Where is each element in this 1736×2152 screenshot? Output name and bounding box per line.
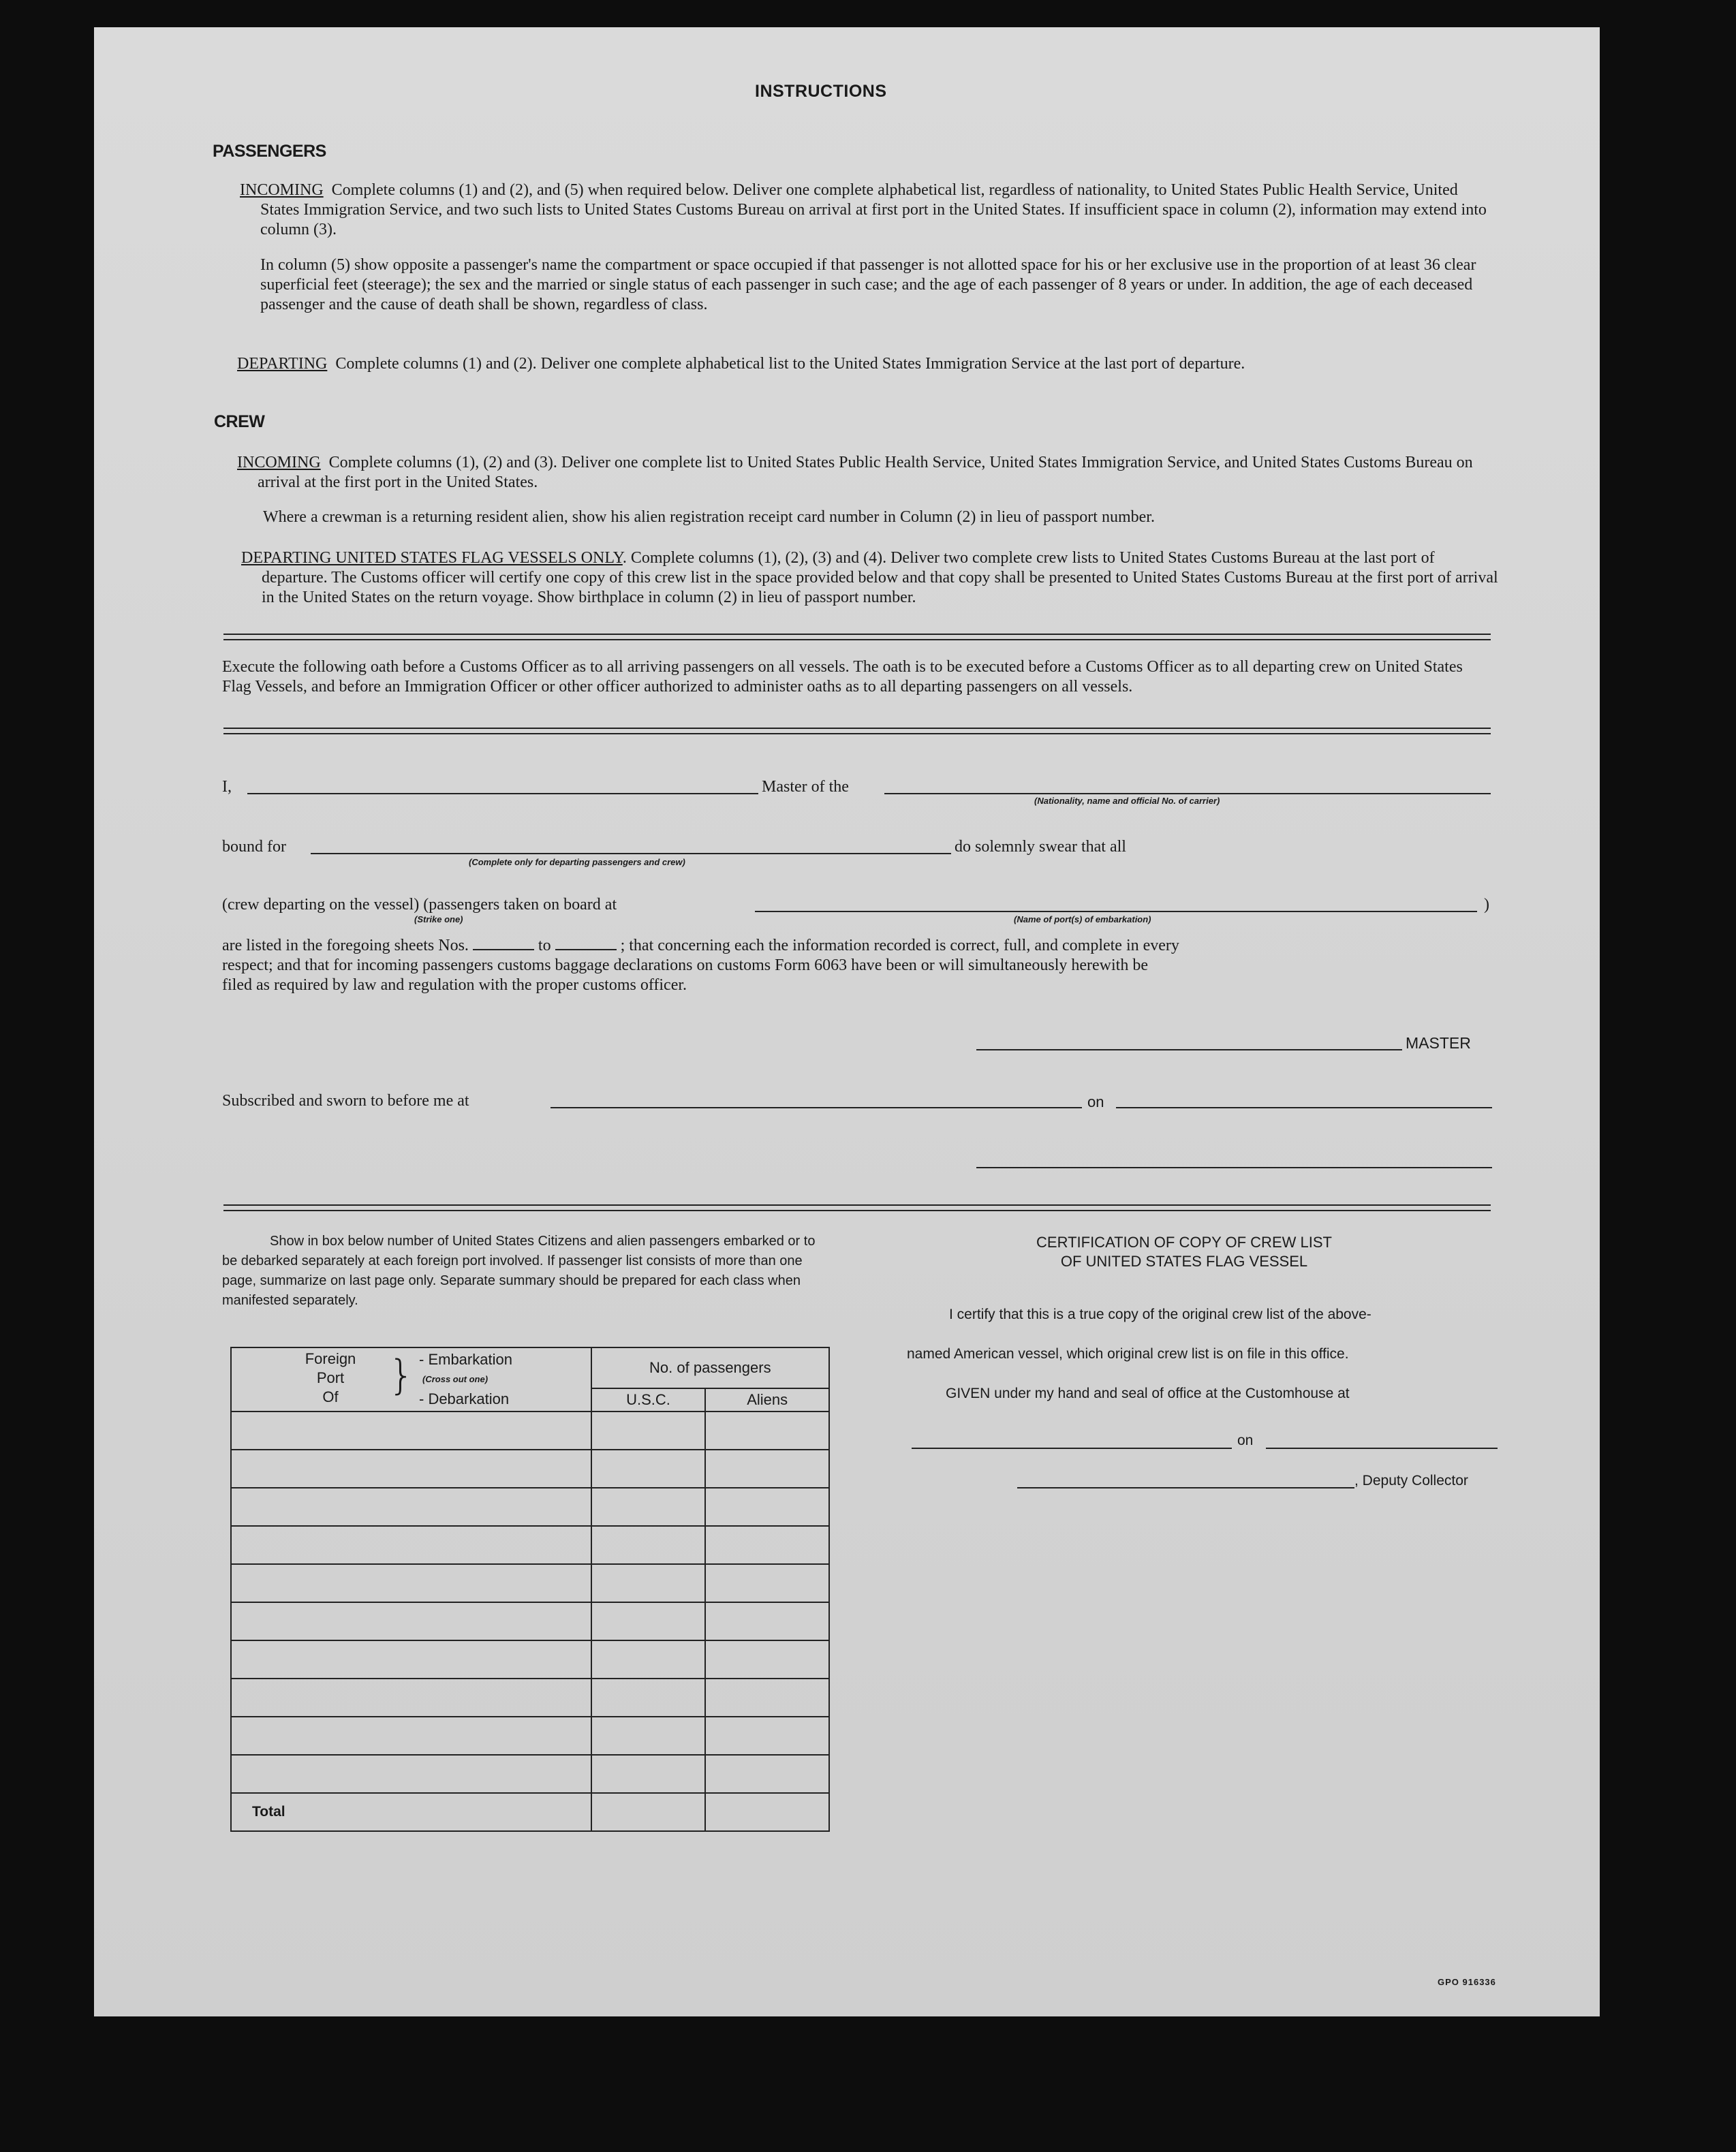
crew-departing-text: (crew departing on the vessel) (passengers taken on board at: [222, 896, 617, 914]
master-of-the-label: Master of the: [762, 778, 849, 796]
port-cell[interactable]: [231, 1488, 591, 1526]
passengers-column5-paragraph: In column (5) show opposite a passenger's name the compartment or space occupied if that passenger is not allotted space for his or her exclusive use in the proportion of at least 36 clear superficial feet (steerage); the sex and the married or single status of each passenger in such case; and the age of each passenger of 8 years or under. In addition, the age of each deceased passenger and the cause of death shall be shown, regardless of class.: [260, 256, 1476, 313]
passenger-summary-table: [230, 1347, 830, 1832]
embarkation-label: - Embarkation: [419, 1351, 512, 1368]
table-row: [231, 1640, 829, 1679]
port-label: Port: [316, 1369, 345, 1386]
sheets-label: are listed in the foregoing sheets Nos.: [222, 937, 469, 954]
page-title: INSTRUCTIONS: [755, 82, 887, 101]
officer-signature-field[interactable]: [976, 1167, 1492, 1168]
table-row: [231, 1450, 829, 1488]
passengers-heading: PASSENGERS: [213, 142, 326, 161]
table-row: [231, 1412, 829, 1450]
table-row: [231, 1717, 829, 1755]
aliens-cell[interactable]: [705, 1526, 829, 1564]
crew-departing-lead: DEPARTING UNITED STATES FLAG VESSELS ONLY: [241, 549, 623, 567]
cross-out-caption: (Cross out one): [422, 1374, 489, 1384]
sheets-to-field[interactable]: [555, 937, 617, 950]
usc-cell[interactable]: [591, 1564, 706, 1602]
sheets-line: [222, 937, 1179, 955]
crew-incoming-text: Complete columns (1), (2) and (3). Deliver one complete list to United States Public Health Service, United States Immigration Service, and United States Customs Bureau on arrival at the first port in the United States.: [258, 454, 1473, 491]
crew-incoming-lead: INCOMING: [237, 454, 321, 471]
brace-icon: }: [388, 1352, 415, 1399]
aliens-cell[interactable]: [705, 1412, 829, 1450]
usc-cell[interactable]: [591, 1640, 706, 1679]
certification-heading-line-1: CERTIFICATION OF COPY OF CREW LIST: [1036, 1234, 1332, 1251]
port-caption: (Name of port(s) of embarkation): [1014, 914, 1151, 924]
aliens-cell[interactable]: [705, 1602, 829, 1640]
total-aliens-cell[interactable]: [705, 1793, 829, 1831]
summary-instructions: Show in box below number of United States Citizens and alien passengers embarked or to be debarked separately at each foreign port involved. If passenger list consists of more than one page, summarize on last page only. Separate summary should be prepared for each class when manifested separately.: [222, 1234, 816, 1308]
bound-for-label: bound for: [222, 838, 286, 856]
master-label: MASTER: [1406, 1034, 1471, 1052]
sworn-on-label: on: [1087, 1093, 1104, 1110]
usc-cell[interactable]: [591, 1755, 706, 1793]
bound-for-caption: (Complete only for departing passengers and crew): [469, 857, 685, 867]
aliens-cell[interactable]: [705, 1755, 829, 1793]
aliens-cell[interactable]: [705, 1450, 829, 1488]
passengers-departing-paragraph: [237, 354, 1500, 374]
carrier-field[interactable]: [884, 793, 1491, 794]
port-cell[interactable]: [231, 1412, 591, 1450]
crew-departing-text: . Complete columns (1), (2), (3) and (4). Deliver two complete crew lists to United States Customs Bureau at the last port of departure. The Customs officer will certify one copy of this crew list in the space provided below and that copy shall be presented to United States Customs Bureau at the first port of arrival in the United States on the return voyage. Show birthplace in column (2) in lieu of passport number.: [262, 549, 1498, 606]
no-of-passengers-header: No. of passengers: [591, 1347, 829, 1388]
passengers-incoming-lead: INCOMING: [240, 181, 324, 199]
deputy-signature-field[interactable]: [1017, 1487, 1354, 1488]
crew-heading: CREW: [214, 412, 265, 431]
port-cell[interactable]: [231, 1564, 591, 1602]
table-row: [231, 1488, 829, 1526]
port-cell[interactable]: [231, 1640, 591, 1679]
port-cell[interactable]: [231, 1602, 591, 1640]
master-name-field[interactable]: [247, 793, 758, 794]
debarkation-label: - Debarkation: [419, 1390, 510, 1407]
deputy-collector-label: , Deputy Collector: [1354, 1473, 1468, 1488]
form-page: [94, 27, 1600, 2016]
oath-intro: Execute the following oath before a Customs Officer as to all arriving passengers on all vessels. The oath is to be executed before a Customs Officer as to all departing crew on United States Flag Vessels, and before an Immigration Officer or other officer authorized to administer oaths as to all departing passengers on all vessels.: [222, 658, 1463, 696]
divider-3: [223, 1204, 1491, 1211]
sworn-date-field[interactable]: [1116, 1107, 1492, 1108]
strike-one-caption: (Strike one): [414, 914, 463, 924]
aliens-cell[interactable]: [705, 1564, 829, 1602]
divider-1: [223, 634, 1491, 640]
passengers-departing-text: Complete columns (1) and (2). Deliver one complete alphabetical list to the United States Immigration Service at the last port of departure.: [335, 355, 1245, 373]
table-row: [231, 1755, 829, 1793]
of-label: Of: [322, 1388, 339, 1405]
total-label: Total: [231, 1793, 591, 1831]
crew-departing-paragraph: [241, 548, 1500, 608]
total-usc-cell[interactable]: [591, 1793, 706, 1831]
port-cell[interactable]: [231, 1717, 591, 1755]
crew-incoming-paragraph: [237, 453, 1500, 493]
certify-line-2: named American vessel, which original crew list is on file in this office.: [907, 1346, 1349, 1362]
total-row: [231, 1793, 829, 1831]
table-row: [231, 1602, 829, 1640]
bound-for-field[interactable]: [311, 853, 951, 854]
port-cell[interactable]: [231, 1679, 591, 1717]
port-cell[interactable]: [231, 1450, 591, 1488]
usc-cell[interactable]: [591, 1526, 706, 1564]
certify-line-1: I certify that this is a true copy of the original crew list of the above-: [949, 1307, 1371, 1322]
aliens-cell[interactable]: [705, 1488, 829, 1526]
table-row: [231, 1564, 829, 1602]
subscribed-label: Subscribed and sworn to before me at: [222, 1092, 469, 1110]
master-signature-field[interactable]: [976, 1049, 1402, 1050]
aliens-cell[interactable]: [705, 1640, 829, 1679]
passengers-incoming-text: Complete columns (1) and (2), and (5) when required below. Deliver one complete alphabetical list, regardless of nationality, to United States Public Health Service, United States Immigration Service, and two such lists to United States Customs Bureau on arrival at first port in the United States. If insufficient space in column (2), information may extend into column (3).: [260, 181, 1487, 238]
usc-header: U.S.C.: [591, 1388, 706, 1412]
sheets-to-label: to: [538, 937, 551, 954]
sheets-text: ; that concerning each the information recorded is correct, full, and complete in every: [620, 937, 1179, 954]
usc-cell[interactable]: [591, 1488, 706, 1526]
certification-heading-line-2: OF UNITED STATES FLAG VESSEL: [1060, 1253, 1308, 1270]
table-row: [231, 1679, 829, 1717]
aliens-cell[interactable]: [705, 1717, 829, 1755]
usc-cell[interactable]: [591, 1412, 706, 1450]
crew-resident-paragraph: Where a crewman is a returning resident alien, show his alien registration receipt card number in Column (2) in lieu of passport number.: [263, 508, 1155, 526]
port-embarkation-field[interactable]: [755, 911, 1477, 912]
usc-cell[interactable]: [591, 1602, 706, 1640]
sworn-place-field[interactable]: [551, 1107, 1082, 1108]
customhouse-field[interactable]: [912, 1448, 1232, 1449]
usc-cell[interactable]: [591, 1450, 706, 1488]
passengers-departing-lead: DEPARTING: [237, 355, 328, 373]
port-header-label: [300, 1350, 361, 1407]
respect-line: respect; and that for incoming passengers customs baggage declarations on customs Form 6063 have been or will simultaneously herewith be: [222, 956, 1148, 974]
cert-on-label: on: [1237, 1433, 1254, 1448]
passengers-incoming-paragraph: [240, 181, 1500, 240]
cert-date-field[interactable]: [1266, 1448, 1498, 1449]
port-header-cell: [231, 1347, 591, 1412]
solemnly-swear-text: do solemnly swear that all: [955, 838, 1126, 856]
certify-line-3: GIVEN under my hand and seal of office at the Customhouse at: [946, 1386, 1350, 1401]
port-cell[interactable]: [231, 1526, 591, 1564]
certification-heading: [912, 1233, 1457, 1271]
carrier-caption: (Nationality, name and official No. of carrier): [1034, 796, 1220, 806]
gpo-code: GPO 916336: [1438, 1977, 1496, 1987]
foreign-label: Foreign: [305, 1350, 356, 1367]
close-paren: ): [1484, 896, 1489, 914]
table-row: [231, 1526, 829, 1564]
oath-i-label: I,: [222, 778, 232, 796]
divider-2: [223, 728, 1491, 734]
table-header-row: [231, 1347, 829, 1388]
aliens-header: Aliens: [705, 1388, 829, 1412]
filed-line: filed as required by law and regulation with the proper customs officer.: [222, 976, 687, 994]
usc-cell[interactable]: [591, 1717, 706, 1755]
port-cell[interactable]: [231, 1755, 591, 1793]
aliens-cell[interactable]: [705, 1679, 829, 1717]
usc-cell[interactable]: [591, 1679, 706, 1717]
sheets-from-field[interactable]: [473, 937, 534, 950]
